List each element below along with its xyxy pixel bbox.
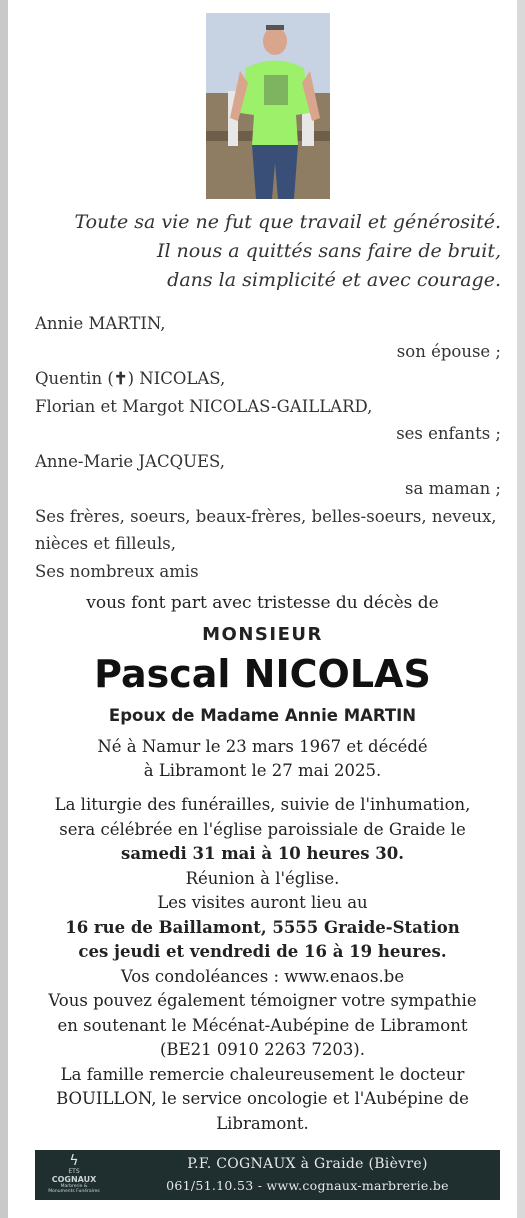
lightning-icon: ϟ: [69, 1153, 79, 1169]
mother-name: Anne-Marie JACQUES,: [35, 451, 226, 471]
details-line: en soutenant le Mécénat-Aubépine de Libramont: [57, 1015, 468, 1035]
deceased-photo: [206, 13, 330, 199]
details-line: Libramont.: [216, 1113, 309, 1133]
logo-sub: Marbrerie &: [60, 1184, 88, 1189]
child-name-start: Quentin (: [35, 369, 114, 388]
details-line: Les visites auront lieu au: [157, 893, 368, 912]
condolences-line: Vos condoléances : www.enaos.be: [120, 966, 405, 986]
bank-account: (BE21 0910 2263 7203).: [160, 1040, 365, 1059]
siblings-line: nièces et filleuls,: [35, 534, 176, 553]
announcement: vous font part avec tristesse du décès de: [86, 593, 439, 613]
mother-role: sa maman ;: [405, 479, 501, 498]
funeral-date: samedi 31 mai à 10 heures 30.: [121, 844, 404, 863]
funeral-home-contact: 061/51.10.53 - www.cognaux-marbrerie.be: [166, 1178, 449, 1193]
child-line: Florian et Margot NICOLAS-GAILLARD,: [35, 396, 373, 416]
funeral-details: [20, 793, 505, 1136]
details-line: La liturgie des funérailles, suivie de l'inhumation,: [54, 795, 471, 814]
child-line: [35, 365, 501, 393]
logo-ets: ETS: [68, 1168, 80, 1175]
details-line: La famille remercie chaleureusement le docteur: [60, 1064, 465, 1084]
cognaux-logo: [41, 1154, 107, 1196]
funeral-home-banner: [35, 1150, 500, 1200]
page-edge: [0, 0, 8, 1218]
quote-line: dans la simplicité et avec courage.: [167, 269, 501, 291]
details-line: BOUILLON, le service oncologie et l'Aubépine de: [56, 1089, 469, 1108]
visit-times: ces jeudi et vendredi de 16 à 19 heures.: [78, 942, 447, 961]
logo-sub: Monuments Funéraires: [48, 1189, 100, 1194]
funeral-home-name: P.F. COGNAUX à Graide (Bièvre): [187, 1156, 428, 1172]
memorial-quote: [74, 208, 501, 295]
children-role: ses enfants ;: [396, 424, 501, 443]
spouse-name: Annie MARTIN,: [35, 314, 166, 333]
visit-address: 16 rue de Baillamont, 5555 Graide-Station: [65, 917, 460, 937]
siblings-line: Ses frères, soeurs, beaux-frères, belles-soeurs, neveux,: [35, 506, 497, 526]
quote-line: Il nous a quittés sans faire de bruit,: [156, 240, 501, 262]
born-line: à Libramont le 27 mai 2025.: [143, 761, 382, 780]
details-line: sera célébrée en l'église paroissiale de Graide le: [59, 819, 466, 839]
spouse-role: son épouse ;: [396, 341, 501, 361]
details-line: Réunion à l'église.: [185, 868, 340, 888]
family-list: [35, 310, 501, 585]
deceased-name: Pascal NICOLAS: [94, 652, 431, 696]
logo-name: COGNAUX: [51, 1175, 97, 1184]
born-line: Né à Namur le 23 mars 1967 et décédé: [97, 737, 428, 756]
friends-line: Ses nombreux amis: [35, 561, 199, 581]
cross-icon: ✝: [113, 369, 128, 388]
title: MONSIEUR: [202, 624, 323, 645]
quote-line: Toute sa vie ne fut que travail et générosité.: [74, 211, 501, 233]
child-name-end: ) NICOLAS,: [127, 369, 226, 388]
birth-death-info: [20, 735, 505, 783]
spouse-line: Epoux de Madame Annie MARTIN: [108, 706, 417, 725]
details-line: Vous pouvez également témoigner votre sympathie: [48, 991, 477, 1010]
